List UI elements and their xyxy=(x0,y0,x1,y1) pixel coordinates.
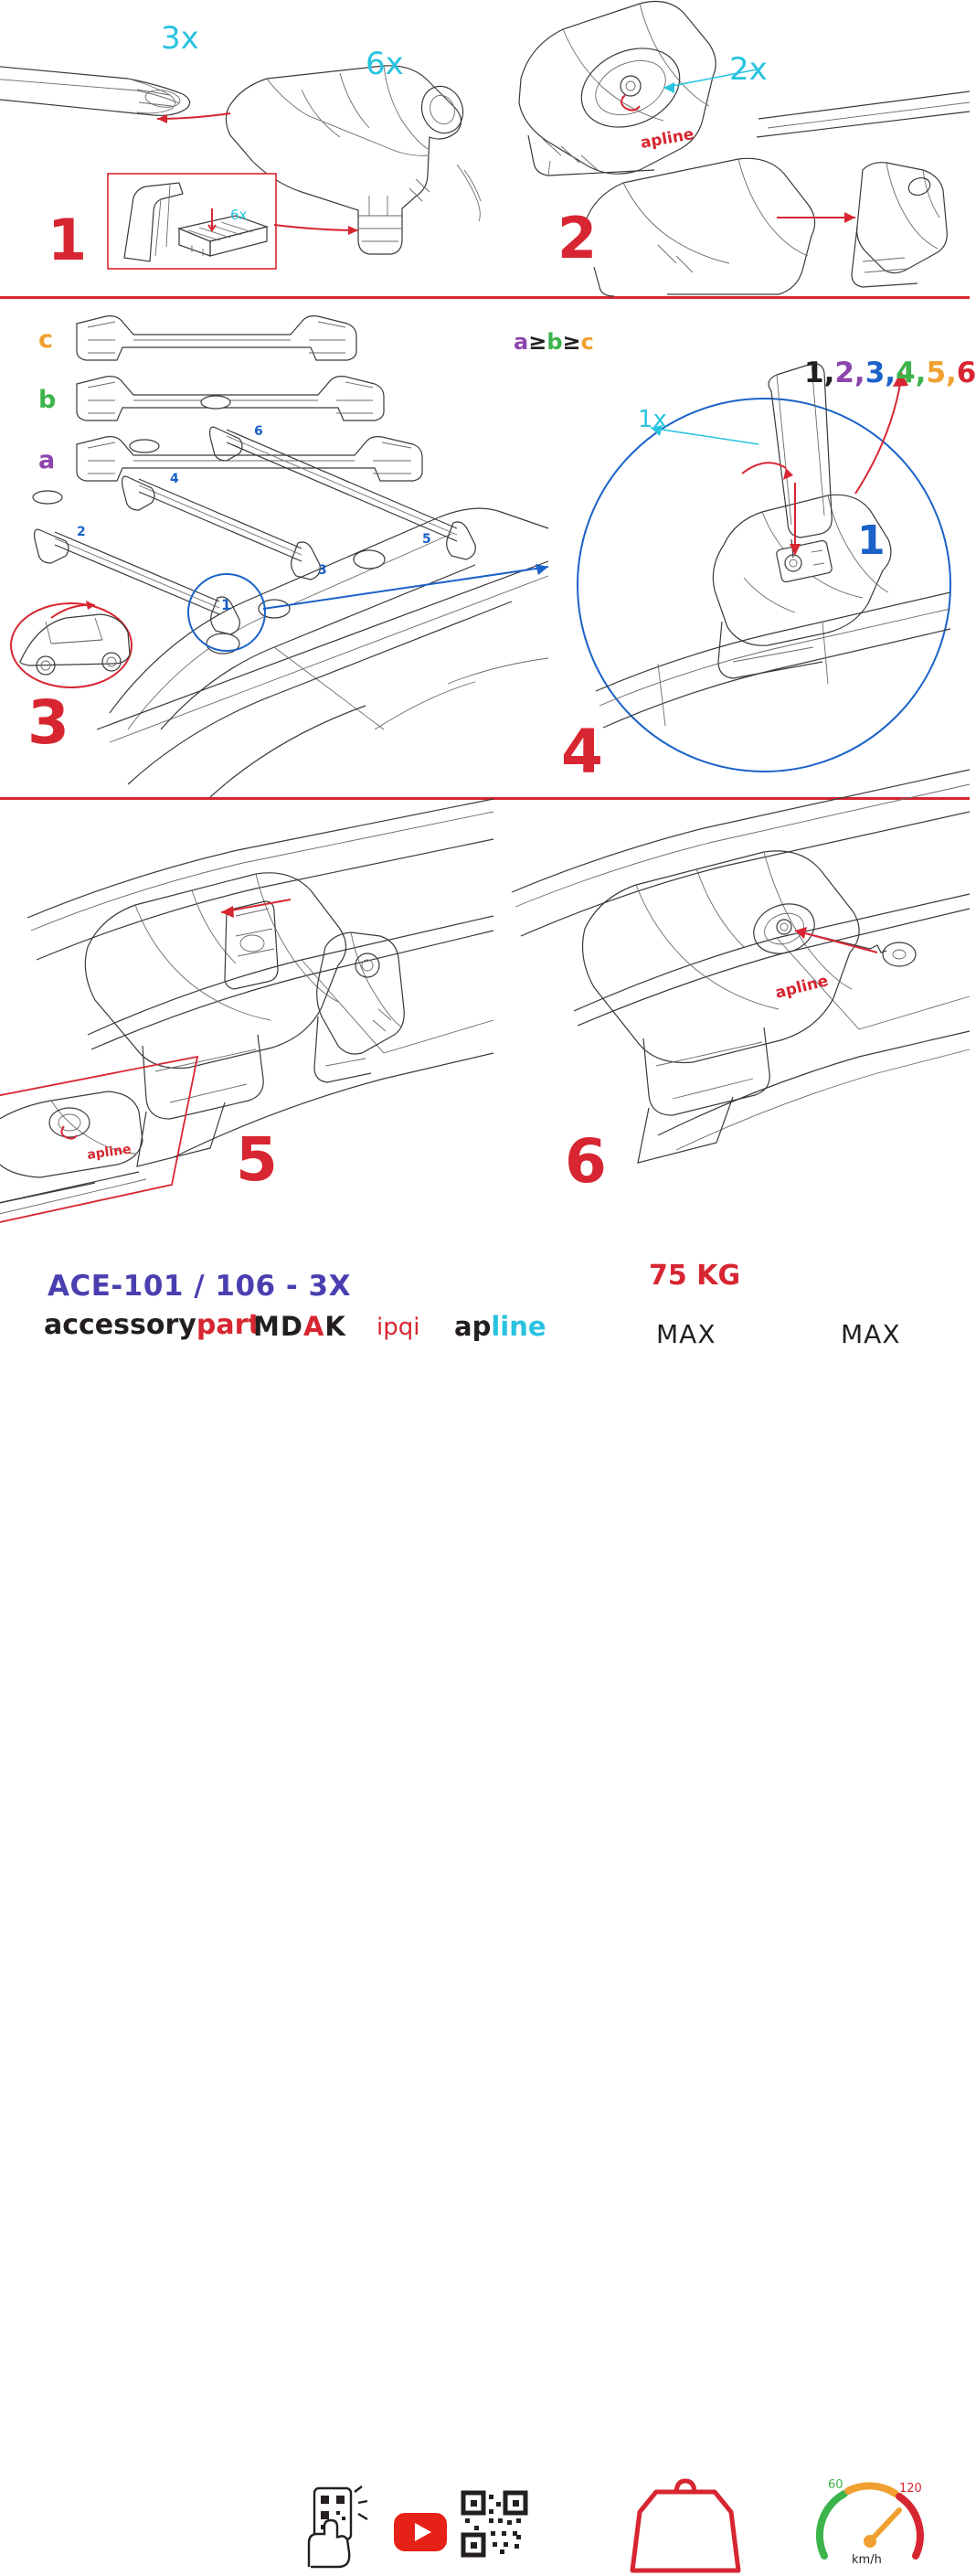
brand-ipqi: ipqi xyxy=(377,1314,420,1341)
qr-code-icon[interactable] xyxy=(461,2491,527,2557)
step-1-panel xyxy=(0,0,493,296)
step-5-panel xyxy=(0,801,493,1261)
brand-mdak-part3: K xyxy=(324,1311,346,1342)
step-2-panel xyxy=(493,0,970,296)
svg-text:apline: apline xyxy=(86,1142,133,1163)
step-number-2: 2 xyxy=(557,205,597,271)
detail-quantity-6x: 6x xyxy=(230,207,248,223)
brand-apline xyxy=(454,1311,546,1342)
brand-accessorypart-part2: part xyxy=(196,1309,261,1341)
step-3-panel xyxy=(0,300,548,797)
brand-apline-part1: ap xyxy=(454,1311,492,1342)
gauge-tick-120: 120 xyxy=(899,2482,922,2496)
step-number-4: 4 xyxy=(561,717,602,787)
step-number-3: 3 xyxy=(27,687,69,758)
step-6-panel xyxy=(493,801,970,1261)
bar-label-b: b xyxy=(38,386,57,414)
svg-text:apline: apline xyxy=(639,124,695,153)
position-number-3: 3 xyxy=(318,563,327,578)
tighten-order-list: 1,2,3,4,5,6 xyxy=(804,357,976,389)
svg-text:apline: apline xyxy=(773,972,831,1003)
step-3-illustration xyxy=(0,300,548,797)
brand-accessorypart xyxy=(44,1309,261,1341)
position-number-2: 2 xyxy=(77,525,86,539)
step-number-6: 6 xyxy=(565,1126,606,1197)
gauge-unit: km/h xyxy=(852,2553,882,2567)
brand-apline-part2: line xyxy=(491,1311,546,1342)
quantity-6x: 6x xyxy=(366,46,404,82)
section-divider-1 xyxy=(0,296,970,299)
position-number-1: 1 xyxy=(221,596,232,613)
quantity-2x: 2x xyxy=(729,51,768,88)
step-number-5: 5 xyxy=(236,1124,277,1195)
youtube-icon[interactable] xyxy=(393,2512,448,2552)
qr-scan-hand-icon[interactable] xyxy=(302,2486,375,2569)
product-code: ACE-101 / 106 - 3X xyxy=(48,1270,352,1303)
tighten-marker-1: 1 xyxy=(857,517,886,564)
brand-mdak-part1: MD xyxy=(253,1311,303,1342)
weight-limit-label: MAX xyxy=(656,1319,716,1349)
gauge-tick-60: 60 xyxy=(828,2478,843,2492)
position-number-5: 5 xyxy=(422,532,431,547)
weight-limit-value: 75 KG xyxy=(649,1260,741,1292)
section-divider-2 xyxy=(0,797,970,800)
weight-limit-icon xyxy=(621,2479,749,2576)
bar-length-inequality: a≥b≥c xyxy=(514,329,594,355)
brand-accessorypart-part1: accessory xyxy=(44,1309,196,1341)
brand-mdak xyxy=(253,1311,346,1342)
brand-mdak-part2: A xyxy=(302,1311,325,1342)
quantity-1x: 1x xyxy=(638,406,667,433)
speed-limit-gauge-icon xyxy=(812,2468,928,2576)
quantity-3x: 3x xyxy=(161,20,199,57)
bar-label-a: a xyxy=(38,446,56,474)
bar-label-c: c xyxy=(38,325,54,354)
step-number-1: 1 xyxy=(48,207,87,273)
position-number-4: 4 xyxy=(170,472,179,486)
speed-limit-label: MAX xyxy=(841,1319,901,1349)
position-number-6: 6 xyxy=(254,424,263,439)
